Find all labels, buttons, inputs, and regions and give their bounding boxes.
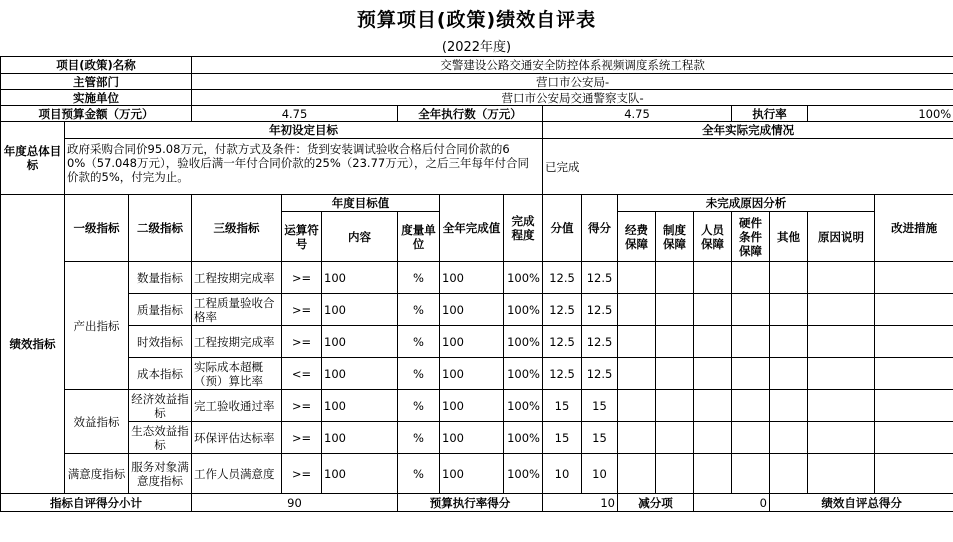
header-reason-hardware: 硬件条件保障 — [732, 212, 770, 262]
score-cell: 15 — [582, 422, 618, 454]
content-cell: 100 — [322, 358, 398, 390]
reason-empty-cell — [656, 390, 694, 422]
level2-indicator: 质量指标 — [129, 294, 192, 326]
budget-value: 4.75 — [192, 106, 398, 122]
reason-empty-cell — [732, 422, 770, 454]
reason-empty-cell — [732, 390, 770, 422]
reason-empty-cell — [808, 422, 875, 454]
content-cell: 100 — [322, 454, 398, 494]
reason-empty-cell — [770, 390, 808, 422]
score-cell: 12.5 — [582, 262, 618, 294]
header-target-group: 年度目标值 — [282, 195, 440, 212]
executed-value: 4.75 — [543, 106, 732, 122]
reason-empty-cell — [656, 422, 694, 454]
header-unit: 度量单位 — [398, 212, 440, 262]
actual-goal-text: 已完成 — [543, 139, 953, 195]
header-reason-group: 未完成原因分析 — [618, 195, 875, 212]
reason-empty-cell — [656, 358, 694, 390]
reason-empty-cell — [770, 294, 808, 326]
reason-empty-cell — [656, 262, 694, 294]
reason-empty-cell — [808, 262, 875, 294]
subtotal-value: 90 — [192, 494, 398, 512]
weight-cell: 12.5 — [543, 294, 582, 326]
header-reason-staff: 人员保障 — [694, 212, 732, 262]
level2-indicator: 生态效益指标 — [129, 422, 192, 454]
actual-value-cell: 100 — [440, 358, 504, 390]
reason-empty-cell — [875, 358, 953, 390]
total-label: 绩效自评总得分 — [770, 494, 953, 512]
unit-cell: % — [398, 358, 440, 390]
operator-cell: >= — [282, 422, 322, 454]
dept-value: 营口市公安局- — [192, 74, 953, 90]
annual-goal-label: 年度总体目标 — [1, 122, 65, 195]
content-cell: 100 — [322, 422, 398, 454]
actual-value-cell: 100 — [440, 294, 504, 326]
reason-empty-cell — [808, 390, 875, 422]
reason-empty-cell — [770, 422, 808, 454]
reason-empty-cell — [618, 454, 656, 494]
weight-cell: 10 — [543, 454, 582, 494]
completion-cell: 100% — [504, 390, 543, 422]
header-level3: 三级指标 — [192, 195, 282, 262]
rate-value: 100% — [808, 106, 953, 122]
rate-label: 执行率 — [732, 106, 808, 122]
operator-cell: >= — [282, 454, 322, 494]
reason-empty-cell — [875, 326, 953, 358]
unit-cell: % — [398, 262, 440, 294]
actual-value-cell: 100 — [440, 454, 504, 494]
reason-empty-cell — [770, 326, 808, 358]
project-name: 交警建设公路交通安全防控体系视频调度系统工程款 — [192, 57, 953, 74]
reason-empty-cell — [694, 326, 732, 358]
evaluation-table — [0, 56, 953, 512]
indicator-row — [1, 262, 953, 294]
header-level2: 二级指标 — [129, 195, 192, 262]
weight-cell: 12.5 — [543, 262, 582, 294]
level1-indicator: 满意度指标 — [65, 454, 129, 494]
reason-empty-cell — [808, 294, 875, 326]
dept-label: 主管部门 — [1, 74, 192, 90]
actual-goal-header: 全年实际完成情况 — [543, 122, 953, 139]
reason-empty-cell — [618, 390, 656, 422]
content-cell: 100 — [322, 262, 398, 294]
reason-empty-cell — [732, 294, 770, 326]
header-score: 得分 — [582, 195, 618, 262]
reason-empty-cell — [875, 454, 953, 494]
reason-empty-cell — [694, 390, 732, 422]
level3-indicator: 工作人员满意度 — [192, 454, 282, 494]
level3-indicator: 完工验收通过率 — [192, 390, 282, 422]
operator-cell: >= — [282, 262, 322, 294]
level2-indicator: 数量指标 — [129, 262, 192, 294]
reason-empty-cell — [770, 358, 808, 390]
weight-cell: 15 — [543, 422, 582, 454]
reason-empty-cell — [808, 326, 875, 358]
level3-indicator: 工程质量验收合格率 — [192, 294, 282, 326]
unit-cell: % — [398, 390, 440, 422]
actual-value-cell: 100 — [440, 326, 504, 358]
plan-goal-text: 政府采购合同价95.08万元，付款方式及条件：货到安装调试验收合格后付合同价款的60%（57.048万元），验收后满一年付合同价款的25%（23.77万元），之后三年每年付合同价款的5%，付完为止。 — [65, 139, 543, 195]
level3-indicator: 环保评估达标率 — [192, 422, 282, 454]
reason-empty-cell — [694, 294, 732, 326]
indicator-row — [1, 294, 953, 326]
reason-empty-cell — [770, 454, 808, 494]
header-reason-other: 其他 — [770, 212, 808, 262]
reason-empty-cell — [694, 358, 732, 390]
reason-empty-cell — [770, 262, 808, 294]
reason-empty-cell — [694, 454, 732, 494]
reason-empty-cell — [656, 326, 694, 358]
completion-cell: 100% — [504, 294, 543, 326]
header-reason-funding: 经费保障 — [618, 212, 656, 262]
score-cell: 12.5 — [582, 294, 618, 326]
indicator-row — [1, 390, 953, 422]
content-cell: 100 — [322, 326, 398, 358]
operator-cell: >= — [282, 390, 322, 422]
completion-cell: 100% — [504, 262, 543, 294]
unit-cell: % — [398, 454, 440, 494]
content-cell: 100 — [322, 294, 398, 326]
weight-cell: 12.5 — [543, 358, 582, 390]
header-completion: 完成程度 — [504, 195, 543, 262]
reason-empty-cell — [618, 358, 656, 390]
subtotal-label: 指标自评得分小计 — [1, 494, 192, 512]
operator-cell: >= — [282, 326, 322, 358]
reason-empty-cell — [656, 294, 694, 326]
score-cell: 12.5 — [582, 326, 618, 358]
header-reason-system: 制度保障 — [656, 212, 694, 262]
header-improve: 改进措施 — [875, 195, 953, 262]
reason-empty-cell — [875, 294, 953, 326]
reason-empty-cell — [732, 326, 770, 358]
reason-empty-cell — [618, 262, 656, 294]
reason-empty-cell — [732, 262, 770, 294]
reason-empty-cell — [618, 294, 656, 326]
unit-cell: % — [398, 422, 440, 454]
content-cell: 100 — [322, 390, 398, 422]
level1-indicator: 产出指标 — [65, 262, 129, 390]
reason-empty-cell — [694, 422, 732, 454]
completion-cell: 100% — [504, 454, 543, 494]
indicator-row — [1, 422, 953, 454]
level2-indicator: 成本指标 — [129, 358, 192, 390]
weight-cell: 12.5 — [543, 326, 582, 358]
level2-indicator: 时效指标 — [129, 326, 192, 358]
reason-empty-cell — [875, 422, 953, 454]
actual-value-cell: 100 — [440, 262, 504, 294]
reason-empty-cell — [875, 390, 953, 422]
form-title: 预算项目(政策)绩效自评表 — [356, 8, 597, 31]
completion-cell: 100% — [504, 358, 543, 390]
budget-label: 项目预算金额（万元） — [1, 106, 192, 122]
unit-value: 营口市公安局交通警察支队- — [192, 90, 953, 106]
level3-indicator: 工程按期完成率 — [192, 262, 282, 294]
header-operator: 运算符号 — [282, 212, 322, 262]
level3-indicator: 工程按期完成率 — [192, 326, 282, 358]
form-year: (2022年度) — [441, 39, 512, 55]
deduction-value: 0 — [694, 494, 770, 512]
indicator-row — [1, 326, 953, 358]
level2-indicator: 服务对象满意度指标 — [129, 454, 192, 494]
reason-empty-cell — [732, 454, 770, 494]
header-weight: 分值 — [543, 195, 582, 262]
actual-value-cell: 100 — [440, 390, 504, 422]
reason-empty-cell — [875, 262, 953, 294]
header-actual-value: 全年完成值 — [440, 195, 504, 262]
budget-score-label: 预算执行率得分 — [398, 494, 543, 512]
deduction-label: 减分项 — [618, 494, 694, 512]
score-cell: 10 — [582, 454, 618, 494]
reason-empty-cell — [732, 358, 770, 390]
reason-empty-cell — [656, 454, 694, 494]
reason-empty-cell — [694, 262, 732, 294]
weight-cell: 15 — [543, 390, 582, 422]
executed-label: 全年执行数（万元） — [398, 106, 543, 122]
budget-score-value: 10 — [543, 494, 618, 512]
level1-indicator: 效益指标 — [65, 390, 129, 454]
unit-label: 实施单位 — [1, 90, 192, 106]
unit-cell: % — [398, 294, 440, 326]
reason-empty-cell — [618, 326, 656, 358]
header-reason-explain: 原因说明 — [808, 212, 875, 262]
operator-cell: <= — [282, 358, 322, 390]
performance-indicators-label: 绩效指标 — [1, 195, 65, 494]
operator-cell: >= — [282, 294, 322, 326]
unit-cell: % — [398, 326, 440, 358]
reason-empty-cell — [618, 422, 656, 454]
score-cell: 12.5 — [582, 358, 618, 390]
plan-goal-header: 年初设定目标 — [65, 122, 543, 139]
reason-empty-cell — [808, 358, 875, 390]
project-name-label: 项目(政策)名称 — [1, 57, 192, 74]
reason-empty-cell — [808, 454, 875, 494]
level3-indicator: 实际成本超概（预）算比率 — [192, 358, 282, 390]
header-content: 内容 — [322, 212, 398, 262]
score-cell: 15 — [582, 390, 618, 422]
actual-value-cell: 100 — [440, 422, 504, 454]
indicator-row — [1, 454, 953, 494]
indicator-row — [1, 358, 953, 390]
level2-indicator: 经济效益指标 — [129, 390, 192, 422]
completion-cell: 100% — [504, 326, 543, 358]
header-level1: 一级指标 — [65, 195, 129, 262]
completion-cell: 100% — [504, 422, 543, 454]
